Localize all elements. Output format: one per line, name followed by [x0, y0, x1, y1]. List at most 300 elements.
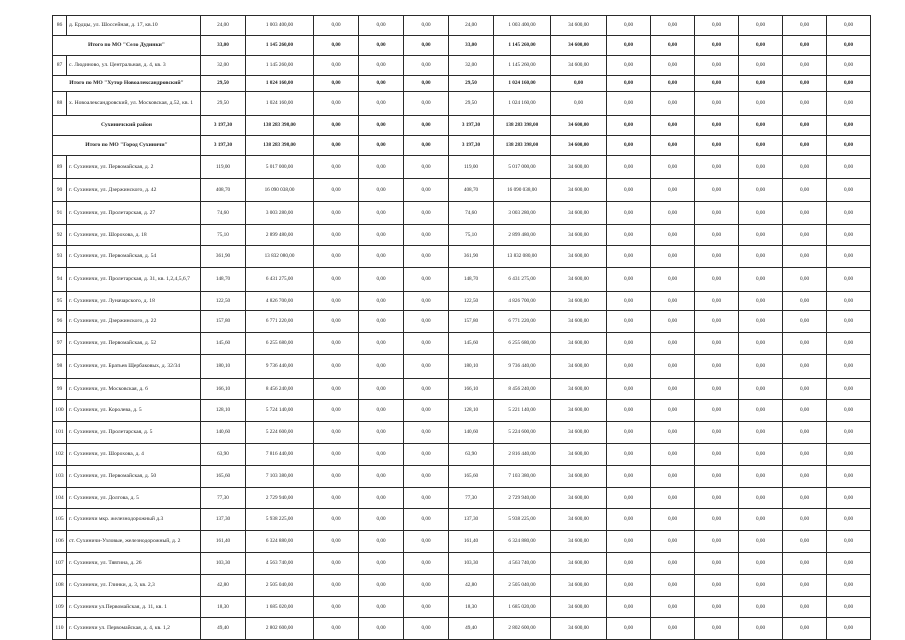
- row-number: 88: [53, 92, 67, 116]
- cost-total: 6 255 680,00: [494, 333, 551, 355]
- value-cell: 0,00: [827, 202, 871, 225]
- value-cell: 0,00: [783, 292, 827, 311]
- area-total: 140,60: [449, 422, 494, 444]
- value-cell: 0,00: [607, 156, 651, 179]
- value-cell: 0,00: [404, 92, 449, 116]
- cost-total: 2 505 040,00: [494, 575, 551, 597]
- value-cell: 0,00: [695, 268, 739, 292]
- value-cell: 0,00: [783, 311, 827, 333]
- value-cell: 0,00: [607, 400, 651, 422]
- total-label: Итого по МО "Город Сухиничи": [53, 136, 201, 156]
- table-row: [53, 509, 871, 531]
- value-cell: 0,00: [359, 246, 404, 268]
- total-row: [53, 136, 871, 156]
- cost-total: 2 729 940,00: [494, 488, 551, 509]
- value-cell: 0,00: [695, 575, 739, 597]
- value-cell: 0,00: [827, 466, 871, 488]
- cost-total: 7 103 380,00: [494, 466, 551, 488]
- value-cell: 0,00: [404, 246, 449, 268]
- table-row: [53, 618, 871, 640]
- unit-price: 34 600,00: [551, 466, 607, 488]
- value-cell: 0,00: [404, 268, 449, 292]
- cost: 1 003 400,00: [246, 16, 314, 36]
- value-cell: 0,00: [827, 179, 871, 202]
- value-cell: 0,00: [651, 488, 695, 509]
- value-cell: 0,00: [739, 225, 783, 246]
- area: 119,00: [201, 156, 246, 179]
- value-cell: 0,00: [695, 488, 739, 509]
- value-cell: 0,00: [314, 225, 359, 246]
- area-total: 74,60: [449, 202, 494, 225]
- unit-price: 34 600,00: [551, 597, 607, 618]
- table-row: [53, 531, 871, 553]
- area: 148,70: [201, 268, 246, 292]
- value-cell: 0,00: [404, 202, 449, 225]
- area-total: 49,40: [449, 618, 494, 640]
- value-cell: 0,00: [359, 618, 404, 640]
- row-number: 108: [53, 575, 67, 597]
- unit-price: 34 600,00: [551, 509, 607, 531]
- value-cell: 0,00: [651, 225, 695, 246]
- value-cell: 0,00: [827, 92, 871, 116]
- value-cell: 0,00: [314, 116, 359, 136]
- value-cell: 0,00: [695, 36, 739, 56]
- cost: 5 017 000,00: [246, 156, 314, 179]
- cost: 2 802 600,00: [246, 618, 314, 640]
- value-cell: 0,00: [404, 553, 449, 575]
- address: г. Сухиничи, ул. Пролетарская, д. 27: [67, 202, 201, 225]
- row-number: 93: [53, 246, 67, 268]
- address: х. Новоалександровский, ул. Московская, д.52, кв. 1: [67, 92, 201, 116]
- area: 408,70: [201, 179, 246, 202]
- address: г. Сухиничи, ул. Глинки, д. 3, кв. 2,3: [67, 575, 201, 597]
- value-cell: 0,00: [651, 311, 695, 333]
- unit-price: 34 600,00: [551, 575, 607, 597]
- table-row: [53, 179, 871, 202]
- value-cell: 0,00: [314, 379, 359, 400]
- value-cell: 0,00: [739, 379, 783, 400]
- row-number: 89: [53, 156, 67, 179]
- value-cell: 0,00: [827, 16, 871, 36]
- value-cell: 0,00: [651, 422, 695, 444]
- area-total: 63,90: [449, 444, 494, 466]
- total-label: Сухиничский район: [53, 116, 201, 136]
- value-cell: 0,00: [783, 92, 827, 116]
- cost: 5 938 225,00: [246, 509, 314, 531]
- value-cell: 0,00: [607, 618, 651, 640]
- value-cell: 0,00: [314, 36, 359, 56]
- value-cell: 0,00: [607, 355, 651, 379]
- row-number: 100: [53, 400, 67, 422]
- address: г. Сухиничи, ул. Тявтина, д. 26: [67, 553, 201, 575]
- value-cell: 0,00: [783, 202, 827, 225]
- value-cell: 0,00: [314, 76, 359, 92]
- cost-total: 1 145 260,00: [494, 56, 551, 76]
- table-body: [53, 16, 871, 640]
- area-total: 361,90: [449, 246, 494, 268]
- value-cell: 0,00: [404, 311, 449, 333]
- unit-price: 34 600,00: [551, 225, 607, 246]
- cost-total: 1 024 160,00: [494, 92, 551, 116]
- row-number: 95: [53, 292, 67, 311]
- value-cell: 0,00: [651, 575, 695, 597]
- value-cell: 0,00: [783, 355, 827, 379]
- cost-total: 2 816 440,00: [494, 444, 551, 466]
- row-number: 97: [53, 333, 67, 355]
- unit-price: 34 600,00: [551, 202, 607, 225]
- value-cell: 0,00: [695, 246, 739, 268]
- cost: 1 024 160,00: [246, 76, 314, 92]
- cost: 2 505 040,00: [246, 575, 314, 597]
- value-cell: 0,00: [404, 179, 449, 202]
- value-cell: 0,00: [651, 246, 695, 268]
- address: г. Сухиничи, ул. Дзержинского, д. 42: [67, 179, 201, 202]
- cost: 5 224 600,00: [246, 422, 314, 444]
- value-cell: 0,00: [607, 36, 651, 56]
- area: 77,30: [201, 488, 246, 509]
- area-total: 148,70: [449, 268, 494, 292]
- area: 3 197,30: [201, 116, 246, 136]
- area: 29,50: [201, 92, 246, 116]
- value-cell: 0,00: [827, 422, 871, 444]
- value-cell: 0,00: [651, 16, 695, 36]
- value-cell: 0,00: [359, 444, 404, 466]
- cost-total: 4 563 740,00: [494, 553, 551, 575]
- value-cell: 0,00: [404, 422, 449, 444]
- value-cell: 0,00: [739, 444, 783, 466]
- address: г. Сухиничи, ул. Московская, д. 6: [67, 379, 201, 400]
- area-total: 137,30: [449, 509, 494, 531]
- value-cell: 0,00: [404, 16, 449, 36]
- value-cell: 0,00: [695, 202, 739, 225]
- cost: 8 456 240,00: [246, 379, 314, 400]
- value-cell: 0,00: [314, 444, 359, 466]
- value-cell: 0,00: [404, 56, 449, 76]
- area-total: 29,50: [449, 76, 494, 92]
- value-cell: 0,00: [783, 136, 827, 156]
- area-total: 75,10: [449, 225, 494, 246]
- cost-total: 2 899 480,00: [494, 225, 551, 246]
- value-cell: 0,00: [783, 179, 827, 202]
- value-cell: 0,00: [314, 16, 359, 36]
- value-cell: 0,00: [651, 76, 695, 92]
- cost: 6 324 880,00: [246, 531, 314, 553]
- cost-total: 1 145 260,00: [494, 36, 551, 56]
- value-cell: 0,00: [651, 618, 695, 640]
- cost: 138 283 398,00: [246, 116, 314, 136]
- value-cell: 0,00: [783, 76, 827, 92]
- value-cell: 0,00: [607, 379, 651, 400]
- area: 32,00: [201, 56, 246, 76]
- cost-total: 4 826 700,00: [494, 292, 551, 311]
- value-cell: 0,00: [695, 597, 739, 618]
- area: 42,80: [201, 575, 246, 597]
- value-cell: 0,00: [827, 444, 871, 466]
- value-cell: 0,00: [783, 56, 827, 76]
- value-cell: 0,00: [695, 355, 739, 379]
- cost: 16 090 038,00: [246, 179, 314, 202]
- value-cell: 0,00: [404, 597, 449, 618]
- value-cell: 0,00: [695, 225, 739, 246]
- value-cell: 0,00: [783, 36, 827, 56]
- unit-price: 34 600,00: [551, 531, 607, 553]
- table-row: [53, 488, 871, 509]
- value-cell: 0,00: [607, 311, 651, 333]
- value-cell: 0,00: [359, 400, 404, 422]
- value-cell: 0,00: [359, 488, 404, 509]
- table-row: [53, 575, 871, 597]
- address: г. Сухиничи, ул. Первомайская, д. 54: [67, 246, 201, 268]
- cost: 138 283 398,00: [246, 136, 314, 156]
- value-cell: 0,00: [651, 466, 695, 488]
- area: 75,10: [201, 225, 246, 246]
- value-cell: 0,00: [359, 202, 404, 225]
- value-cell: 0,00: [359, 225, 404, 246]
- unit-price: 34 600,00: [551, 553, 607, 575]
- value-cell: 0,00: [314, 246, 359, 268]
- value-cell: 0,00: [827, 618, 871, 640]
- value-cell: 0,00: [651, 268, 695, 292]
- address: г. Сухиничи мкр. железнодорожный д.3: [67, 509, 201, 531]
- address: г. Сухиничи, ул. Пролетарская, д. 31, кв. 1,2,4,5,6,7: [67, 268, 201, 292]
- value-cell: 0,00: [404, 618, 449, 640]
- value-cell: 0,00: [314, 92, 359, 116]
- unit-price: 34 600,00: [551, 333, 607, 355]
- value-cell: 0,00: [359, 76, 404, 92]
- cost: 4 826 700,00: [246, 292, 314, 311]
- value-cell: 0,00: [607, 488, 651, 509]
- table-row: [53, 16, 871, 36]
- unit-price: 34 600,00: [551, 292, 607, 311]
- unit-price: 34 600,00: [551, 444, 607, 466]
- table-row: [53, 400, 871, 422]
- row-number: 90: [53, 179, 67, 202]
- table-row: [53, 268, 871, 292]
- value-cell: 0,00: [651, 292, 695, 311]
- value-cell: 0,00: [607, 575, 651, 597]
- cost-total: 8 456 240,00: [494, 379, 551, 400]
- table-row: [53, 56, 871, 76]
- area-total: 29,50: [449, 92, 494, 116]
- value-cell: 0,00: [695, 136, 739, 156]
- value-cell: 0,00: [783, 597, 827, 618]
- cost: 2 899 480,00: [246, 225, 314, 246]
- area-total: 128,10: [449, 400, 494, 422]
- value-cell: 0,00: [651, 92, 695, 116]
- unit-price: 34 600,00: [551, 16, 607, 36]
- value-cell: 0,00: [607, 509, 651, 531]
- value-cell: 0,00: [739, 618, 783, 640]
- value-cell: 0,00: [314, 311, 359, 333]
- value-cell: 0,00: [695, 531, 739, 553]
- value-cell: 0,00: [695, 466, 739, 488]
- table-row: [53, 379, 871, 400]
- value-cell: 0,00: [607, 422, 651, 444]
- value-cell: 0,00: [359, 136, 404, 156]
- area-total: 180,10: [449, 355, 494, 379]
- table-row: [53, 422, 871, 444]
- value-cell: 0,00: [827, 268, 871, 292]
- value-cell: 0,00: [359, 333, 404, 355]
- value-cell: 0,00: [739, 531, 783, 553]
- address: г. Сухиничи, ул. Королева, д. 5: [67, 400, 201, 422]
- cost-total: 5 017 000,00: [494, 156, 551, 179]
- area: 165,60: [201, 466, 246, 488]
- value-cell: 0,00: [314, 531, 359, 553]
- value-cell: 0,00: [607, 466, 651, 488]
- row-number: 101: [53, 422, 67, 444]
- cost: 7 816 440,00: [246, 444, 314, 466]
- value-cell: 0,00: [314, 292, 359, 311]
- value-cell: 0,00: [827, 400, 871, 422]
- area: 63,90: [201, 444, 246, 466]
- value-cell: 0,00: [783, 156, 827, 179]
- area-total: 157,80: [449, 311, 494, 333]
- value-cell: 0,00: [739, 355, 783, 379]
- unit-price: 34 600,00: [551, 400, 607, 422]
- cost: 1 145 260,00: [246, 56, 314, 76]
- address: д. Ердцы, ул. Шоссейная, д. 17, кв.10: [67, 16, 201, 36]
- value-cell: 0,00: [739, 202, 783, 225]
- value-cell: 0,00: [607, 202, 651, 225]
- value-cell: 0,00: [739, 56, 783, 76]
- value-cell: 0,00: [695, 311, 739, 333]
- value-cell: 0,00: [783, 268, 827, 292]
- cost: 6 255 680,00: [246, 333, 314, 355]
- value-cell: 0,00: [739, 116, 783, 136]
- unit-price: 34 600,00: [551, 355, 607, 379]
- unit-price: 34 600,00: [551, 156, 607, 179]
- cost: 1 024 160,00: [246, 92, 314, 116]
- area: 137,30: [201, 509, 246, 531]
- value-cell: 0,00: [739, 16, 783, 36]
- value-cell: 0,00: [314, 202, 359, 225]
- cost-total: 5 221 140,00: [494, 400, 551, 422]
- value-cell: 0,00: [739, 156, 783, 179]
- row-number: 110: [53, 618, 67, 640]
- value-cell: 0,00: [695, 333, 739, 355]
- area-total: 408,70: [449, 179, 494, 202]
- cost-total: 2 802 600,00: [494, 618, 551, 640]
- value-cell: 0,00: [695, 379, 739, 400]
- value-cell: 0,00: [827, 56, 871, 76]
- value-cell: 0,00: [314, 156, 359, 179]
- table-row: [53, 553, 871, 575]
- document-page: [52, 15, 870, 640]
- value-cell: 0,00: [404, 531, 449, 553]
- total-row: [53, 116, 871, 136]
- value-cell: 0,00: [651, 379, 695, 400]
- area-total: 24,00: [449, 16, 494, 36]
- address: г. Сухиничи ул.Первомайская, д. 11, кв. 1: [67, 597, 201, 618]
- value-cell: 0,00: [739, 36, 783, 56]
- value-cell: 0,00: [695, 92, 739, 116]
- value-cell: 0,00: [783, 16, 827, 36]
- value-cell: 0,00: [651, 597, 695, 618]
- value-cell: 0,00: [359, 553, 404, 575]
- value-cell: 0,00: [404, 225, 449, 246]
- value-cell: 0,00: [739, 76, 783, 92]
- cost: 4 563 740,00: [246, 553, 314, 575]
- value-cell: 0,00: [827, 76, 871, 92]
- value-cell: 0,00: [827, 311, 871, 333]
- value-cell: 0,00: [314, 488, 359, 509]
- value-cell: 0,00: [783, 333, 827, 355]
- value-cell: 0,00: [314, 179, 359, 202]
- value-cell: 0,00: [827, 225, 871, 246]
- value-cell: 0,00: [827, 355, 871, 379]
- row-number: 102: [53, 444, 67, 466]
- row-number: 99: [53, 379, 67, 400]
- table-row: [53, 311, 871, 333]
- value-cell: 0,00: [739, 422, 783, 444]
- area: 33,00: [201, 36, 246, 56]
- value-cell: 0,00: [651, 355, 695, 379]
- value-cell: 0,00: [404, 379, 449, 400]
- value-cell: 0,00: [314, 509, 359, 531]
- cost: 6 771 220,00: [246, 311, 314, 333]
- value-cell: 0,00: [695, 444, 739, 466]
- cost-total: 1 685 020,00: [494, 597, 551, 618]
- value-cell: 0,00: [607, 16, 651, 36]
- cost: 1 685 020,00: [246, 597, 314, 618]
- value-cell: 0,00: [607, 225, 651, 246]
- cost-total: 6 324 880,00: [494, 531, 551, 553]
- area: 122,50: [201, 292, 246, 311]
- value-cell: 0,00: [695, 16, 739, 36]
- value-cell: 0,00: [827, 246, 871, 268]
- value-cell: 0,00: [695, 400, 739, 422]
- value-cell: 0,00: [651, 400, 695, 422]
- value-cell: 0,00: [359, 36, 404, 56]
- cost-total: 5 938 225,00: [494, 509, 551, 531]
- value-cell: 0,00: [783, 488, 827, 509]
- unit-price: 34 600,00: [551, 36, 607, 56]
- table-row: [53, 355, 871, 379]
- value-cell: 0,00: [739, 509, 783, 531]
- value-cell: 0,00: [651, 553, 695, 575]
- area: 166,10: [201, 379, 246, 400]
- value-cell: 0,00: [314, 466, 359, 488]
- cost-total: 5 224 600,00: [494, 422, 551, 444]
- value-cell: 0,00: [827, 379, 871, 400]
- area: 74,60: [201, 202, 246, 225]
- value-cell: 0,00: [314, 333, 359, 355]
- cost: 2 729 940,00: [246, 488, 314, 509]
- cost: 6 431 275,00: [246, 268, 314, 292]
- value-cell: 0,00: [783, 246, 827, 268]
- value-cell: 0,00: [783, 422, 827, 444]
- value-cell: 0,00: [404, 156, 449, 179]
- value-cell: 0,00: [651, 136, 695, 156]
- area: 180,10: [201, 355, 246, 379]
- cost-total: 138 283 398,00: [494, 136, 551, 156]
- unit-price: 34 600,00: [551, 136, 607, 156]
- cost-total: 138 283 398,00: [494, 116, 551, 136]
- row-number: 96: [53, 311, 67, 333]
- area: 145,60: [201, 333, 246, 355]
- row-number: 91: [53, 202, 67, 225]
- value-cell: 0,00: [359, 268, 404, 292]
- unit-price: 34 600,00: [551, 422, 607, 444]
- value-cell: 0,00: [607, 597, 651, 618]
- value-cell: 0,00: [651, 202, 695, 225]
- value-cell: 0,00: [695, 509, 739, 531]
- value-cell: 0,00: [827, 116, 871, 136]
- cost-total: 9 736 440,00: [494, 355, 551, 379]
- area-total: 18,30: [449, 597, 494, 618]
- value-cell: 0,00: [695, 156, 739, 179]
